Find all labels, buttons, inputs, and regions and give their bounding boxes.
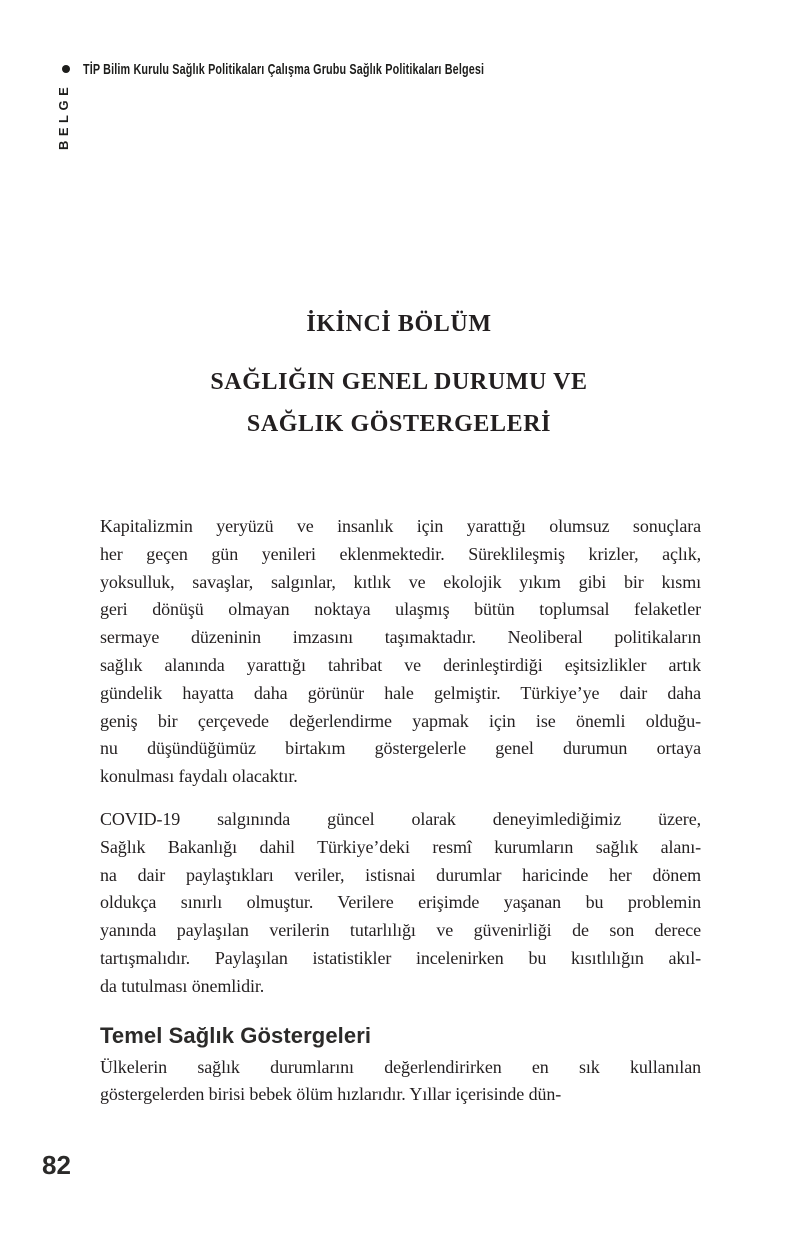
- chapter-number: İKİNCİ BÖLÜM: [306, 311, 492, 337]
- chapter-heading: [0, 303, 798, 445]
- chapter-title-line1: SAĞLIĞIN GENEL DURUMU VE: [210, 369, 588, 395]
- text-line: Ülkelerin sağlık durumlarını değerlendirirken en sık kullanılan: [100, 1056, 701, 1077]
- text-line: her geçen gün yenileri eklenmektedir. Süreklileşmiş krizler, açlık,: [100, 543, 701, 564]
- text-line: sermaye düzeninin imzasını taşımaktadır. Neoliberal politikaların: [100, 627, 701, 648]
- text-line: tartışmalıdır. Paylaşılan istatistikler incelenirken bu kısıtlılığın akıl-: [100, 947, 701, 968]
- text-line: Sağlık Bakanlığı dahil Türkiye’deki resmî kurumların sağlık alanı-: [100, 836, 701, 857]
- running-header: [62, 60, 640, 78]
- text-line: sağlık alanında yarattığı tahribat ve derinleştirdiği eşitsizlikler artık: [100, 654, 701, 675]
- edge-tab-label: BELGE: [56, 82, 71, 150]
- paragraph-3: [100, 1054, 701, 1110]
- text-line: yanında paylaşılan verilerin tutarlılığı ve güvenirliği de son derece: [100, 920, 701, 941]
- text-line: COVID-19 salgınında güncel olarak deneyimlediğimiz üzere,: [100, 808, 701, 829]
- text-line: göstergelerden birisi bebek ölüm hızlarıdır. Yıllar içerisinde dün-: [100, 1084, 562, 1105]
- body-text: [100, 513, 701, 1124]
- running-header-text: TİP Bilim Kurulu Sağlık Politikaları Çalışma Grubu Sağlık Politikaları Belgesi: [83, 60, 485, 78]
- page-number: 82: [42, 1150, 71, 1180]
- text-line: oldukça sınırlı olmuştur. Verilere erişimde yaşanan bu problemin: [100, 892, 701, 913]
- section-heading: Temel Sağlık Göstergeleri: [100, 1022, 372, 1048]
- text-line: geri dönüşü olmayan noktaya ulaşmış bütün toplumsal felaketler: [100, 599, 701, 620]
- text-line: da tutulması önemlidir.: [100, 975, 265, 996]
- paragraph-2: [100, 806, 701, 1001]
- text-line: na dair paylaştıkları veriler, istisnai durumlar haricinde her dönem: [100, 864, 701, 885]
- paragraph-1: [100, 513, 701, 791]
- text-line: gündelik hayatta daha görünür hale gelmiştir. Türkiye’ye dair daha: [100, 682, 701, 703]
- bullet-icon: [62, 65, 70, 73]
- text-line: nu düşündüğümüz birtakım göstergelerle genel durumun ortaya: [100, 738, 701, 759]
- text-line: geniş bir çerçevede değerlendirme yapmak için ise önemli olduğu-: [100, 710, 701, 731]
- text-line: Kapitalizmin yeryüzü ve insanlık için yarattığı olumsuz sonuçlara: [100, 516, 701, 536]
- chapter-title-line2: SAĞLIK GÖSTERGELERİ: [246, 411, 552, 437]
- text-line: konulması faydalı olacaktır.: [100, 766, 298, 787]
- text-line: yoksulluk, savaşlar, salgınlar, kıtlık ve ekolojik yıkım gibi bir kısmı: [100, 571, 701, 592]
